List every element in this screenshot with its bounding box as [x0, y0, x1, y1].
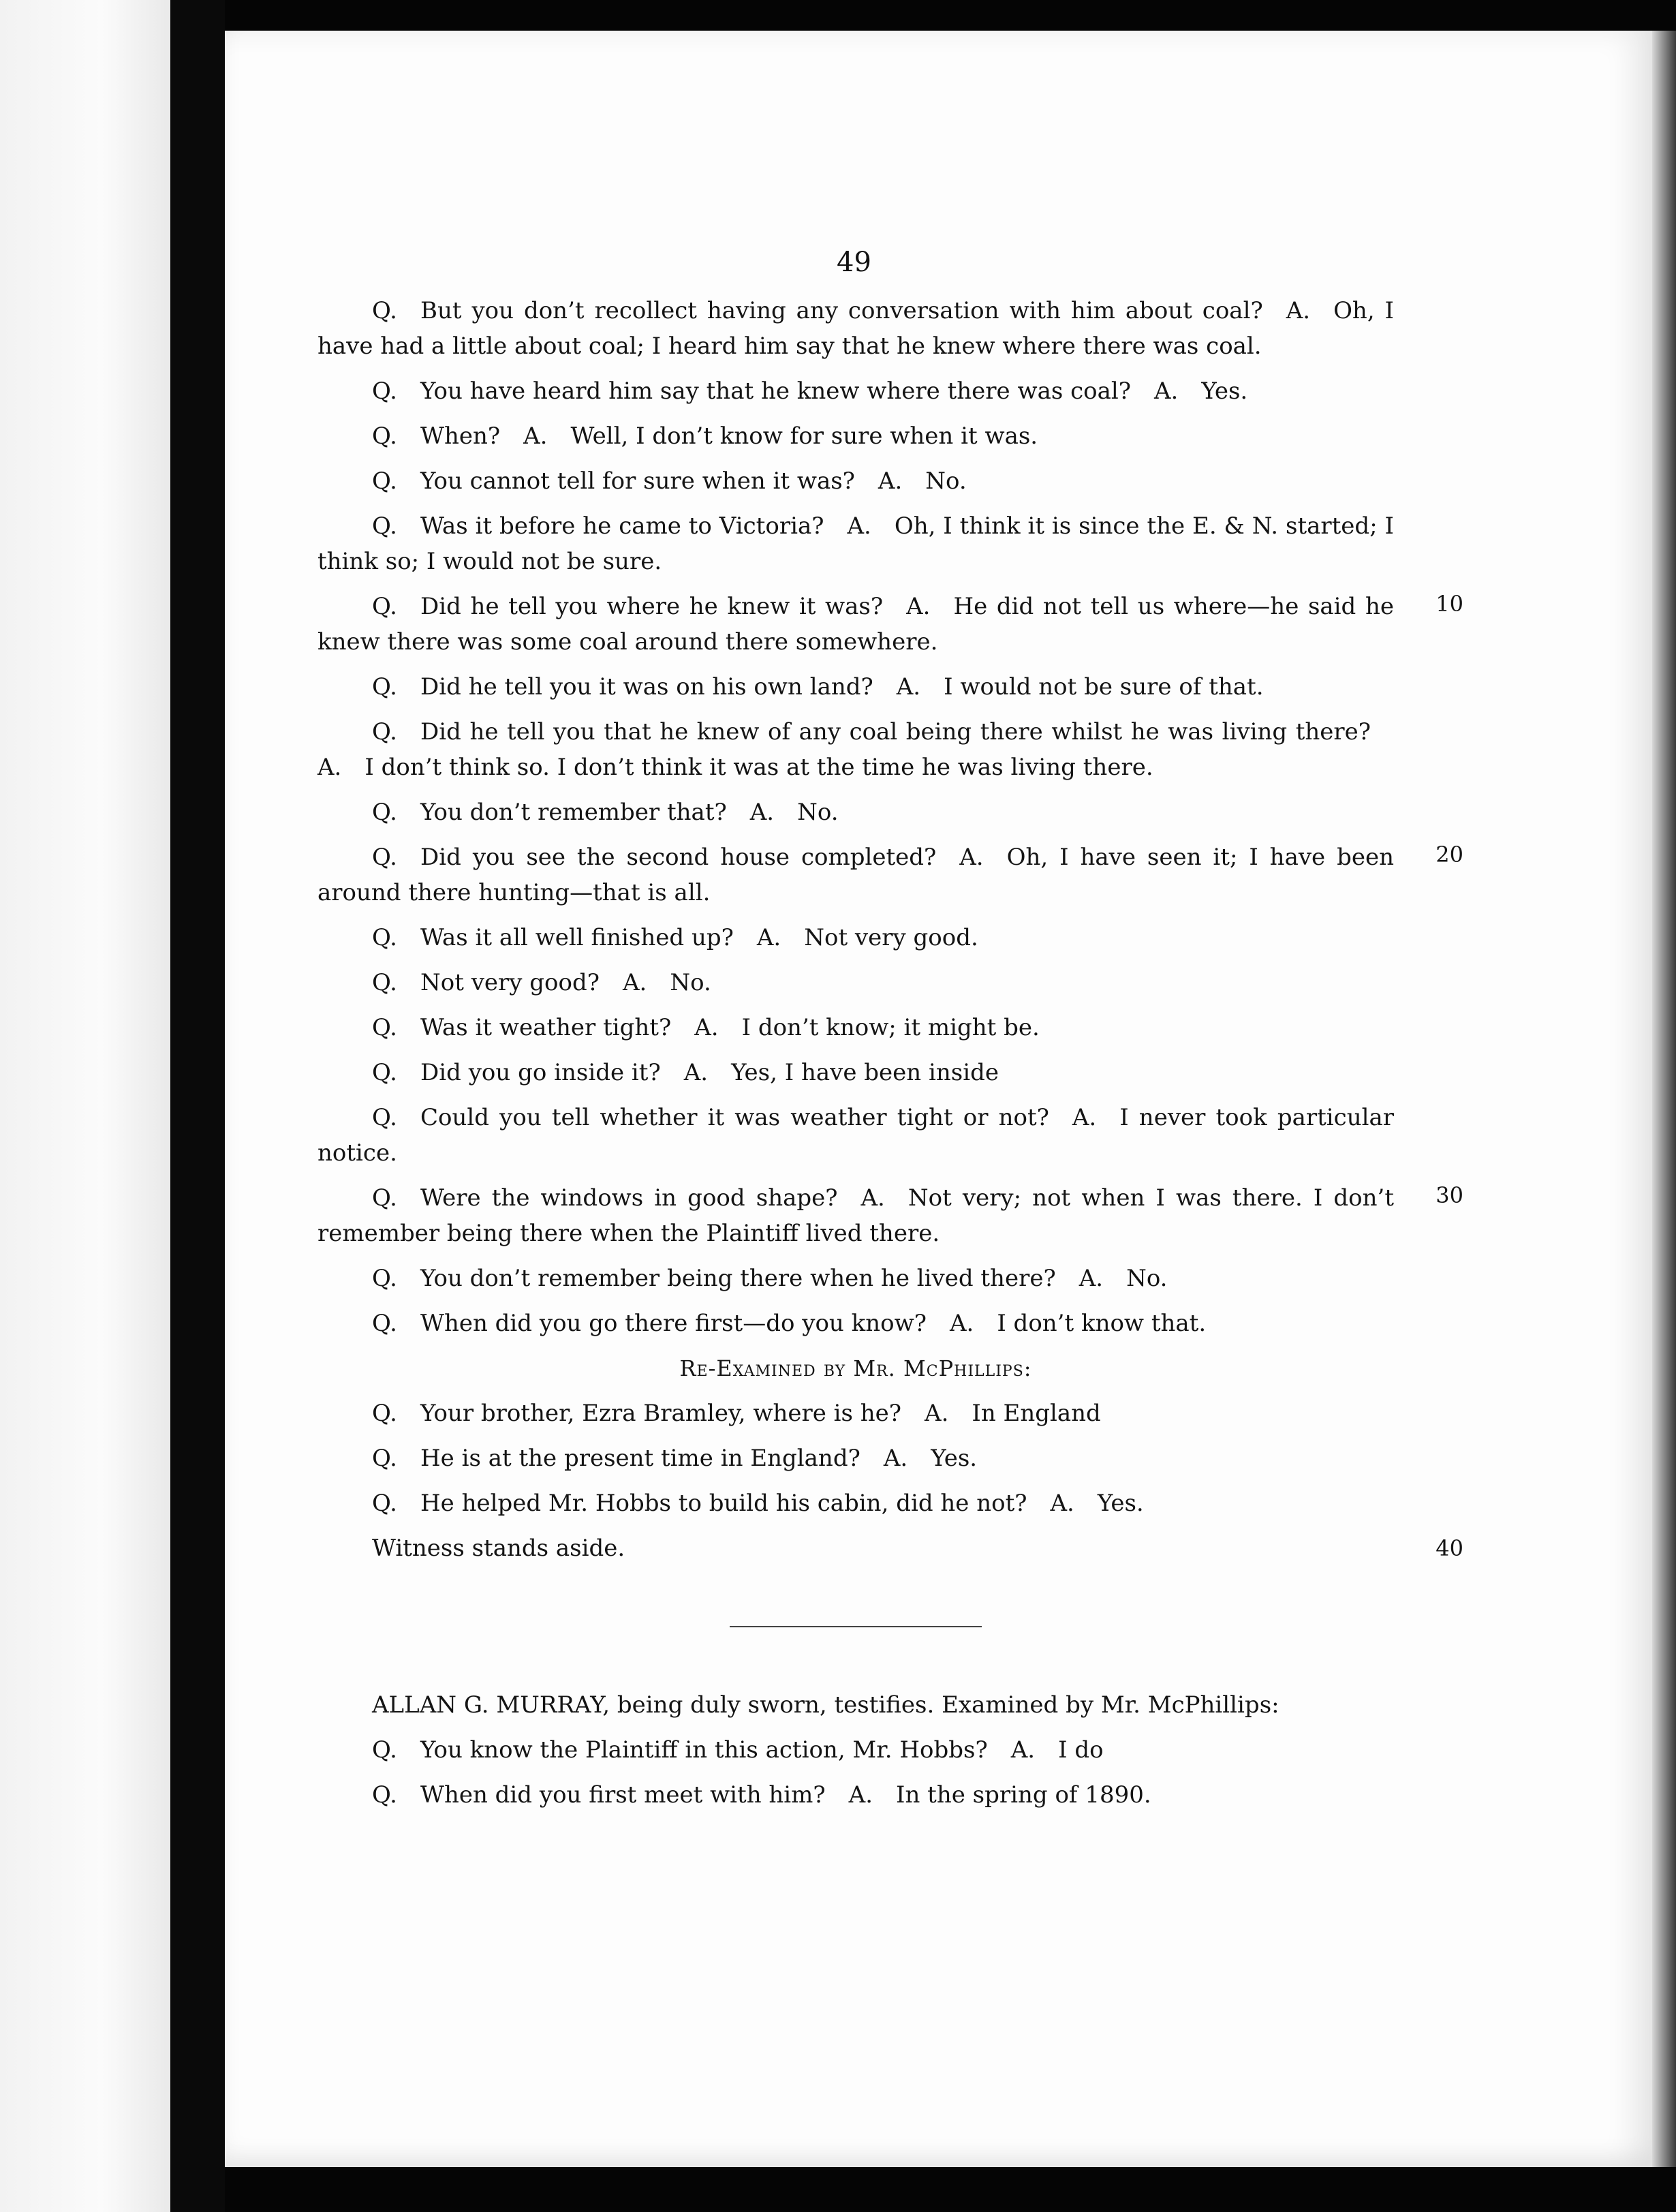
testimony-text — [317, 293, 1463, 1822]
answer-text: I would not be sure of that. — [944, 673, 1264, 701]
qa-paragraph — [317, 1055, 1394, 1090]
question-text: You have heard him say that he knew where there was coal? — [420, 378, 1131, 405]
answer-marker: A. — [878, 467, 903, 495]
answer-marker: A. — [1078, 1265, 1104, 1292]
qa-paragraph — [317, 965, 1394, 1000]
question-marker: Q. — [372, 467, 397, 495]
question-marker: Q. — [372, 1059, 397, 1086]
answer-text: Not very; not when I was there. I don’t remember being there when the Plaintiff lived there. — [317, 1184, 1394, 1247]
question-text: You know the Plaintiff in this action, Mr. Hobbs? — [420, 1736, 988, 1764]
answer-marker: A. — [896, 673, 921, 701]
line-number: 20 — [1436, 842, 1463, 867]
question-text: Did he tell you it was on his own land? — [420, 673, 873, 701]
qa-paragraph — [317, 293, 1394, 364]
answer-marker: A. — [848, 1781, 873, 1809]
answer-marker: A. — [860, 1184, 885, 1212]
question-text: Were the windows in good shape? — [420, 1184, 838, 1212]
question-marker: Q. — [372, 799, 397, 826]
answer-marker: A. — [883, 1445, 908, 1472]
question-text: When did you go there first—do you know? — [420, 1310, 927, 1337]
witness-aside-text: Witness stands aside. — [372, 1535, 625, 1562]
answer-text: Oh, I have seen it; I have been around there hunting—that is all. — [317, 844, 1394, 906]
question-text: Was it before he came to Victoria? — [420, 512, 824, 540]
qa-paragraph — [317, 373, 1394, 409]
adjacent-page-edge — [0, 0, 170, 2212]
qa-paragraph — [317, 795, 1394, 830]
witness-stands-aside — [317, 1531, 1463, 1566]
section-heading: Re-Examined by Mr. McPhillips: — [679, 1355, 1032, 1381]
qa-paragraph — [317, 463, 1394, 499]
question-text: Did you go inside it? — [420, 1059, 661, 1086]
question-marker: Q. — [372, 673, 397, 701]
answer-text: Oh, I have had a little about coal; I heard him say that he knew where there was coal. — [317, 297, 1394, 360]
qa-paragraph — [317, 1306, 1394, 1341]
qa-paragraph — [317, 508, 1394, 579]
answer-text: No. — [1126, 1265, 1168, 1292]
answer-text: No. — [925, 467, 967, 495]
answer-marker: A. — [1010, 1736, 1036, 1764]
answer-text: I do — [1058, 1736, 1104, 1764]
qa-paragraph — [317, 1180, 1463, 1251]
answer-marker: A. — [847, 512, 871, 540]
answer-marker: A. — [756, 924, 781, 951]
new-witness-intro: ALLAN G. MURRAY, being duly sworn, testifies. Examined by Mr. McPhillips: — [372, 1691, 1279, 1719]
qa-paragraph — [317, 1486, 1394, 1521]
qa-paragraph — [317, 714, 1394, 785]
answer-text: In England — [972, 1400, 1101, 1427]
answer-marker: A. — [925, 1400, 949, 1427]
question-text: You don’t remember that? — [420, 799, 727, 826]
question-marker: Q. — [372, 1104, 397, 1131]
answer-marker: A. — [959, 844, 984, 871]
qa-paragraph — [317, 1777, 1394, 1813]
question-text: When did you first meet with him? — [420, 1781, 826, 1809]
page-right-edge — [1652, 31, 1676, 2167]
question-marker: Q. — [372, 512, 397, 540]
book-gutter — [170, 0, 225, 2212]
question-marker: Q. — [372, 1736, 397, 1764]
question-text: Could you tell whether it was weather tight or not? — [420, 1104, 1049, 1131]
question-marker: Q. — [372, 593, 397, 620]
question-marker: Q. — [372, 1184, 397, 1212]
answer-text: No. — [797, 799, 839, 826]
answer-text: In the spring of 1890. — [896, 1781, 1151, 1809]
question-marker: Q. — [372, 924, 397, 951]
qa-paragraph — [317, 418, 1394, 454]
question-text: Your brother, Ezra Bramley, where is he? — [420, 1400, 902, 1427]
qa-paragraph — [317, 1732, 1394, 1768]
question-text: Did he tell you where he knew it was? — [420, 593, 884, 620]
answer-text: Well, I don’t know for sure when it was. — [570, 423, 1038, 450]
answer-text: Yes. — [1201, 378, 1248, 405]
answer-text: Yes, I have been inside — [731, 1059, 999, 1086]
question-marker: Q. — [372, 844, 397, 871]
answer-marker: A. — [1072, 1104, 1097, 1131]
answer-marker: A. — [523, 423, 548, 450]
answer-text: I don’t know; it might be. — [741, 1014, 1040, 1041]
line-number: 10 — [1436, 591, 1463, 617]
answer-marker: A. — [1286, 297, 1311, 324]
qa-paragraph — [317, 1261, 1394, 1296]
answer-text: I don’t think so. I don’t think it was at the time he was living there. — [364, 754, 1153, 781]
question-text: You cannot tell for sure when it was? — [420, 467, 855, 495]
answer-marker: A. — [949, 1310, 974, 1337]
answer-text: He did not tell us where—he said he knew there was some coal around there somewhere. — [317, 593, 1394, 656]
question-marker: Q. — [372, 297, 397, 324]
answer-marker: A. — [906, 593, 931, 620]
answer-text: I never took particular notice. — [317, 1104, 1394, 1167]
answer-marker: A. — [317, 754, 342, 781]
line-number: 30 — [1436, 1182, 1463, 1208]
question-marker: Q. — [372, 1445, 397, 1472]
qa-paragraph — [317, 1100, 1394, 1171]
question-text: He is at the present time in England? — [420, 1445, 860, 1472]
re-examination — [317, 1396, 1394, 1521]
answer-marker: A. — [1153, 378, 1179, 405]
question-text: Was it weather tight? — [420, 1014, 672, 1041]
question-marker: Q. — [372, 423, 397, 450]
qa-paragraph — [317, 920, 1394, 955]
answer-text: Not very good. — [804, 924, 978, 951]
question-text: Was it all well finished up? — [420, 924, 734, 951]
question-text: Did you see the second house completed? — [420, 844, 937, 871]
section-divider — [730, 1626, 982, 1627]
page-number: 49 — [837, 247, 871, 278]
question-marker: Q. — [372, 1310, 397, 1337]
question-marker: Q. — [372, 1014, 397, 1041]
question-marker: Q. — [372, 1490, 397, 1517]
answer-text: Oh, I think it is since the E. & N. started; I think so; I would not be sure. — [317, 512, 1394, 575]
question-text: Not very good? — [420, 969, 600, 996]
question-marker: Q. — [372, 1265, 397, 1292]
question-marker: Q. — [372, 1400, 397, 1427]
answer-marker: A. — [749, 799, 775, 826]
question-marker: Q. — [372, 718, 397, 746]
qa-paragraph — [317, 1010, 1394, 1045]
qa-paragraph — [317, 589, 1463, 660]
question-marker: Q. — [372, 1781, 397, 1809]
answer-marker: A. — [694, 1014, 719, 1041]
answer-text: I don’t know that. — [997, 1310, 1207, 1337]
answer-text: Yes. — [1097, 1490, 1144, 1517]
question-marker: Q. — [372, 378, 397, 405]
question-text: You don’t remember being there when he lived there? — [420, 1265, 1056, 1292]
question-marker: Q. — [372, 969, 397, 996]
qa-paragraph — [317, 840, 1463, 910]
qa-paragraph — [317, 1396, 1394, 1431]
qa-paragraph — [317, 669, 1394, 705]
question-text: But you don’t recollect having any conversation with him about coal? — [420, 297, 1263, 324]
qa-paragraph — [317, 1441, 1394, 1476]
question-text: When? — [420, 423, 501, 450]
answer-text: Yes. — [931, 1445, 978, 1472]
answer-text: No. — [670, 969, 711, 996]
answer-marker: A. — [1050, 1490, 1074, 1517]
question-text: He helped Mr. Hobbs to build his cabin, did he not? — [420, 1490, 1027, 1517]
answer-marker: A. — [623, 969, 647, 996]
answer-marker: A. — [683, 1059, 709, 1086]
cross-examination — [317, 293, 1463, 1341]
line-number: 40 — [1436, 1535, 1463, 1561]
murray-examination — [317, 1732, 1394, 1813]
question-text: Did he tell you that he knew of any coal being there whilst he was living there? — [420, 718, 1371, 746]
